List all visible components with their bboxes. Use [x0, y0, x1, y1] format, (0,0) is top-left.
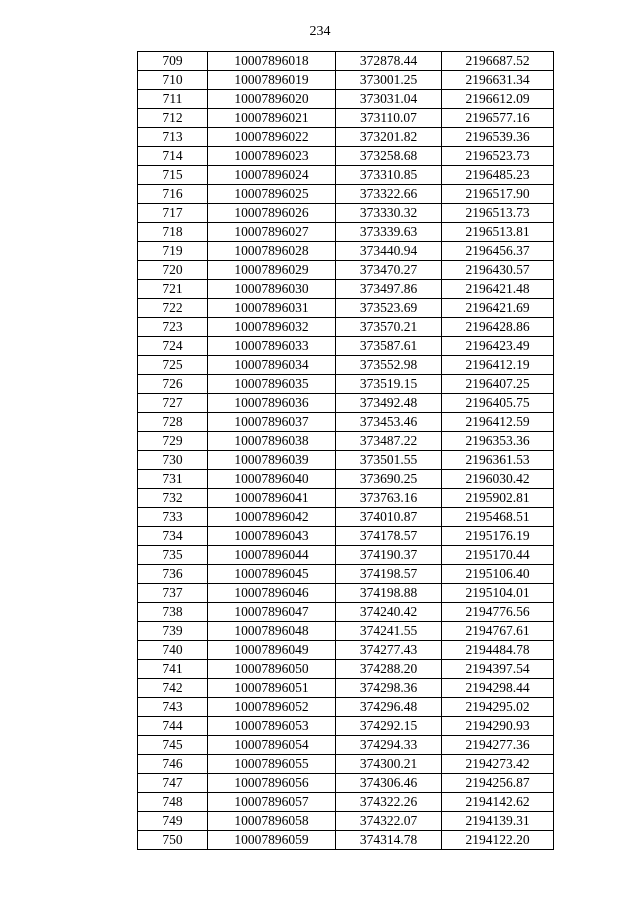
point-id-cell: 10007896032 — [208, 318, 336, 337]
point-number-cell: 747 — [138, 774, 208, 793]
y-coordinate-cell: 2196513.81 — [442, 223, 554, 242]
point-id-cell: 10007896047 — [208, 603, 336, 622]
point-number-cell: 746 — [138, 755, 208, 774]
table-row — [138, 508, 554, 527]
y-coordinate-cell: 2195170.44 — [442, 546, 554, 565]
y-coordinate-cell: 2194122.20 — [442, 831, 554, 850]
x-coordinate-cell: 374010.87 — [336, 508, 442, 527]
point-number-cell: 741 — [138, 660, 208, 679]
point-id-cell: 10007896039 — [208, 451, 336, 470]
table-row — [138, 71, 554, 90]
table-row — [138, 584, 554, 603]
y-coordinate-cell: 2195104.01 — [442, 584, 554, 603]
point-number-cell: 715 — [138, 166, 208, 185]
x-coordinate-cell: 374322.26 — [336, 793, 442, 812]
point-number-cell: 740 — [138, 641, 208, 660]
table-row — [138, 736, 554, 755]
y-coordinate-cell: 2196456.37 — [442, 242, 554, 261]
table-row — [138, 527, 554, 546]
y-coordinate-cell: 2194767.61 — [442, 622, 554, 641]
y-coordinate-cell: 2196523.73 — [442, 147, 554, 166]
point-id-cell: 10007896022 — [208, 128, 336, 147]
table-row — [138, 90, 554, 109]
table-row — [138, 831, 554, 850]
point-id-cell: 10007896051 — [208, 679, 336, 698]
y-coordinate-cell: 2196430.57 — [442, 261, 554, 280]
y-coordinate-cell: 2194273.42 — [442, 755, 554, 774]
table-row — [138, 318, 554, 337]
x-coordinate-cell: 374178.57 — [336, 527, 442, 546]
y-coordinate-cell: 2194290.93 — [442, 717, 554, 736]
point-number-cell: 714 — [138, 147, 208, 166]
y-coordinate-cell: 2196428.86 — [442, 318, 554, 337]
point-number-cell: 731 — [138, 470, 208, 489]
x-coordinate-cell: 373453.46 — [336, 413, 442, 432]
y-coordinate-cell: 2196412.59 — [442, 413, 554, 432]
table-row — [138, 546, 554, 565]
y-coordinate-cell: 2195902.81 — [442, 489, 554, 508]
point-id-cell: 10007896021 — [208, 109, 336, 128]
y-coordinate-cell: 2196687.52 — [442, 52, 554, 71]
table-row — [138, 622, 554, 641]
point-id-cell: 10007896026 — [208, 204, 336, 223]
point-id-cell: 10007896024 — [208, 166, 336, 185]
point-id-cell: 10007896042 — [208, 508, 336, 527]
table-row — [138, 451, 554, 470]
point-id-cell: 10007896053 — [208, 717, 336, 736]
table-row — [138, 679, 554, 698]
point-id-cell: 10007896043 — [208, 527, 336, 546]
x-coordinate-cell: 373763.16 — [336, 489, 442, 508]
x-coordinate-cell: 374288.20 — [336, 660, 442, 679]
y-coordinate-cell: 2194277.36 — [442, 736, 554, 755]
point-id-cell: 10007896036 — [208, 394, 336, 413]
point-number-cell: 743 — [138, 698, 208, 717]
x-coordinate-cell: 373552.98 — [336, 356, 442, 375]
point-number-cell: 742 — [138, 679, 208, 698]
point-id-cell: 10007896034 — [208, 356, 336, 375]
point-number-cell: 750 — [138, 831, 208, 850]
y-coordinate-cell: 2195106.40 — [442, 565, 554, 584]
x-coordinate-cell: 373322.66 — [336, 185, 442, 204]
table-row — [138, 356, 554, 375]
point-number-cell: 736 — [138, 565, 208, 584]
y-coordinate-cell: 2196421.69 — [442, 299, 554, 318]
x-coordinate-cell: 373690.25 — [336, 470, 442, 489]
point-number-cell: 716 — [138, 185, 208, 204]
table-row — [138, 261, 554, 280]
point-id-cell: 10007896018 — [208, 52, 336, 71]
y-coordinate-cell: 2194397.54 — [442, 660, 554, 679]
point-id-cell: 10007896054 — [208, 736, 336, 755]
y-coordinate-cell: 2194295.02 — [442, 698, 554, 717]
x-coordinate-cell: 372878.44 — [336, 52, 442, 71]
point-id-cell: 10007896049 — [208, 641, 336, 660]
point-id-cell: 10007896027 — [208, 223, 336, 242]
x-coordinate-cell: 373501.55 — [336, 451, 442, 470]
x-coordinate-cell: 374277.43 — [336, 641, 442, 660]
x-coordinate-cell: 374240.42 — [336, 603, 442, 622]
y-coordinate-cell: 2196407.25 — [442, 375, 554, 394]
y-coordinate-cell: 2196485.23 — [442, 166, 554, 185]
point-number-cell: 717 — [138, 204, 208, 223]
y-coordinate-cell: 2196631.34 — [442, 71, 554, 90]
y-coordinate-cell: 2196421.48 — [442, 280, 554, 299]
table-row — [138, 109, 554, 128]
point-number-cell: 709 — [138, 52, 208, 71]
point-number-cell: 744 — [138, 717, 208, 736]
y-coordinate-cell: 2196517.90 — [442, 185, 554, 204]
table-row — [138, 147, 554, 166]
x-coordinate-cell: 373001.25 — [336, 71, 442, 90]
point-number-cell: 748 — [138, 793, 208, 812]
table-row — [138, 413, 554, 432]
page-number: 234 — [309, 24, 331, 39]
point-id-cell: 10007896033 — [208, 337, 336, 356]
point-number-cell: 729 — [138, 432, 208, 451]
y-coordinate-cell: 2195176.19 — [442, 527, 554, 546]
x-coordinate-cell: 373110.07 — [336, 109, 442, 128]
table-row — [138, 660, 554, 679]
y-coordinate-cell: 2195468.51 — [442, 508, 554, 527]
x-coordinate-cell: 373330.32 — [336, 204, 442, 223]
point-id-cell: 10007896029 — [208, 261, 336, 280]
table-row — [138, 394, 554, 413]
x-coordinate-cell: 373470.27 — [336, 261, 442, 280]
point-id-cell: 10007896058 — [208, 812, 336, 831]
coordinates-table-body — [138, 52, 554, 850]
y-coordinate-cell: 2196361.53 — [442, 451, 554, 470]
x-coordinate-cell: 373519.15 — [336, 375, 442, 394]
table-row — [138, 565, 554, 584]
point-id-cell: 10007896040 — [208, 470, 336, 489]
point-number-cell: 713 — [138, 128, 208, 147]
point-id-cell: 10007896031 — [208, 299, 336, 318]
x-coordinate-cell: 373258.68 — [336, 147, 442, 166]
point-id-cell: 10007896037 — [208, 413, 336, 432]
table-row — [138, 774, 554, 793]
x-coordinate-cell: 374298.36 — [336, 679, 442, 698]
y-coordinate-cell: 2194142.62 — [442, 793, 554, 812]
x-coordinate-cell: 374294.33 — [336, 736, 442, 755]
point-id-cell: 10007896055 — [208, 755, 336, 774]
point-number-cell: 718 — [138, 223, 208, 242]
table-row — [138, 337, 554, 356]
table-row — [138, 204, 554, 223]
x-coordinate-cell: 374198.88 — [336, 584, 442, 603]
y-coordinate-cell: 2196405.75 — [442, 394, 554, 413]
point-number-cell: 719 — [138, 242, 208, 261]
table-row — [138, 812, 554, 831]
y-coordinate-cell: 2196577.16 — [442, 109, 554, 128]
point-number-cell: 730 — [138, 451, 208, 470]
y-coordinate-cell: 2196513.73 — [442, 204, 554, 223]
x-coordinate-cell: 374306.46 — [336, 774, 442, 793]
point-id-cell: 10007896020 — [208, 90, 336, 109]
point-number-cell: 711 — [138, 90, 208, 109]
x-coordinate-cell: 373310.85 — [336, 166, 442, 185]
y-coordinate-cell: 2194776.56 — [442, 603, 554, 622]
point-number-cell: 732 — [138, 489, 208, 508]
y-coordinate-cell: 2194139.31 — [442, 812, 554, 831]
point-number-cell: 734 — [138, 527, 208, 546]
x-coordinate-cell: 373031.04 — [336, 90, 442, 109]
x-coordinate-cell: 374190.37 — [336, 546, 442, 565]
x-coordinate-cell: 374241.55 — [336, 622, 442, 641]
table-row — [138, 489, 554, 508]
y-coordinate-cell: 2196030.42 — [442, 470, 554, 489]
table-row — [138, 52, 554, 71]
point-id-cell: 10007896048 — [208, 622, 336, 641]
x-coordinate-cell: 373523.69 — [336, 299, 442, 318]
table-row — [138, 223, 554, 242]
x-coordinate-cell: 373587.61 — [336, 337, 442, 356]
point-number-cell: 712 — [138, 109, 208, 128]
coordinates-table — [137, 51, 554, 850]
point-id-cell: 10007896044 — [208, 546, 336, 565]
point-id-cell: 10007896025 — [208, 185, 336, 204]
point-id-cell: 10007896050 — [208, 660, 336, 679]
point-id-cell: 10007896030 — [208, 280, 336, 299]
point-id-cell: 10007896057 — [208, 793, 336, 812]
y-coordinate-cell: 2196612.09 — [442, 90, 554, 109]
point-number-cell: 724 — [138, 337, 208, 356]
point-number-cell: 737 — [138, 584, 208, 603]
table-row — [138, 641, 554, 660]
table-row — [138, 128, 554, 147]
point-number-cell: 738 — [138, 603, 208, 622]
x-coordinate-cell: 374314.78 — [336, 831, 442, 850]
point-number-cell: 720 — [138, 261, 208, 280]
point-id-cell: 10007896045 — [208, 565, 336, 584]
point-id-cell: 10007896056 — [208, 774, 336, 793]
x-coordinate-cell: 373497.86 — [336, 280, 442, 299]
y-coordinate-cell: 2194298.44 — [442, 679, 554, 698]
y-coordinate-cell: 2196423.49 — [442, 337, 554, 356]
table-row — [138, 242, 554, 261]
x-coordinate-cell: 374300.21 — [336, 755, 442, 774]
table-row — [138, 755, 554, 774]
y-coordinate-cell: 2196539.36 — [442, 128, 554, 147]
x-coordinate-cell: 373487.22 — [336, 432, 442, 451]
table-row — [138, 698, 554, 717]
point-id-cell: 10007896041 — [208, 489, 336, 508]
table-row — [138, 470, 554, 489]
x-coordinate-cell: 374322.07 — [336, 812, 442, 831]
x-coordinate-cell: 373201.82 — [336, 128, 442, 147]
x-coordinate-cell: 373440.94 — [336, 242, 442, 261]
point-number-cell: 735 — [138, 546, 208, 565]
point-number-cell: 749 — [138, 812, 208, 831]
point-id-cell: 10007896038 — [208, 432, 336, 451]
table-row — [138, 375, 554, 394]
point-number-cell: 728 — [138, 413, 208, 432]
x-coordinate-cell: 374292.15 — [336, 717, 442, 736]
y-coordinate-cell: 2194256.87 — [442, 774, 554, 793]
point-id-cell: 10007896052 — [208, 698, 336, 717]
point-number-cell: 745 — [138, 736, 208, 755]
table-row — [138, 603, 554, 622]
point-id-cell: 10007896023 — [208, 147, 336, 166]
x-coordinate-cell: 373492.48 — [336, 394, 442, 413]
y-coordinate-cell: 2196412.19 — [442, 356, 554, 375]
point-number-cell: 710 — [138, 71, 208, 90]
point-id-cell: 10007896059 — [208, 831, 336, 850]
x-coordinate-cell: 373570.21 — [336, 318, 442, 337]
x-coordinate-cell: 374198.57 — [336, 565, 442, 584]
x-coordinate-cell: 373339.63 — [336, 223, 442, 242]
point-number-cell: 723 — [138, 318, 208, 337]
y-coordinate-cell: 2196353.36 — [442, 432, 554, 451]
point-number-cell: 733 — [138, 508, 208, 527]
y-coordinate-cell: 2194484.78 — [442, 641, 554, 660]
point-number-cell: 739 — [138, 622, 208, 641]
table-row — [138, 432, 554, 451]
point-id-cell: 10007896019 — [208, 71, 336, 90]
table-row — [138, 717, 554, 736]
table-row — [138, 793, 554, 812]
table-row — [138, 280, 554, 299]
table-row — [138, 185, 554, 204]
point-number-cell: 727 — [138, 394, 208, 413]
point-number-cell: 722 — [138, 299, 208, 318]
point-number-cell: 721 — [138, 280, 208, 299]
point-id-cell: 10007896028 — [208, 242, 336, 261]
point-id-cell: 10007896035 — [208, 375, 336, 394]
point-id-cell: 10007896046 — [208, 584, 336, 603]
x-coordinate-cell: 374296.48 — [336, 698, 442, 717]
point-number-cell: 725 — [138, 356, 208, 375]
point-number-cell: 726 — [138, 375, 208, 394]
table-row — [138, 166, 554, 185]
table-row — [138, 299, 554, 318]
